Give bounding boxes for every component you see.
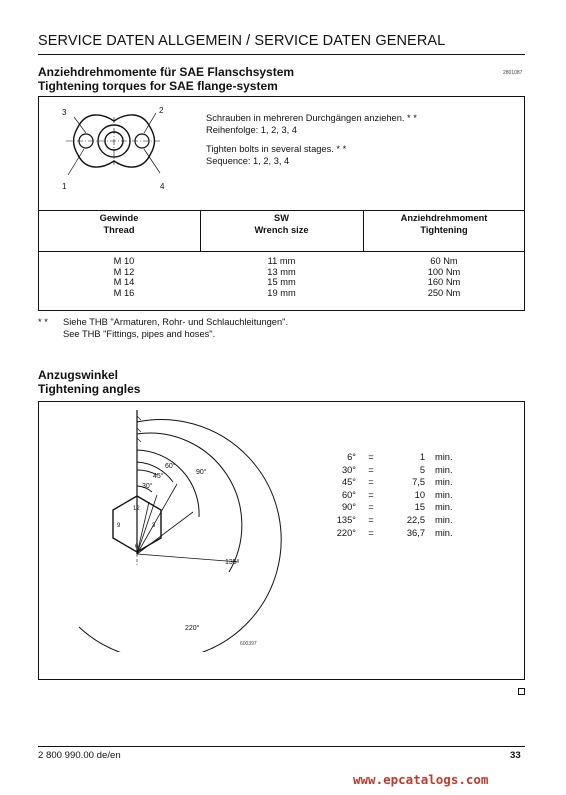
column-header-tightening bbox=[363, 213, 525, 236]
angle-row bbox=[330, 476, 453, 489]
angle-unit: min. bbox=[435, 514, 453, 525]
flange-label-4: 4 bbox=[160, 182, 165, 191]
angle-unit: min. bbox=[435, 464, 453, 475]
angle-label-135: 135° bbox=[225, 559, 240, 566]
table-header-top bbox=[38, 210, 525, 211]
angle-degrees: 220° bbox=[336, 527, 356, 538]
page-number: 33 bbox=[510, 750, 521, 761]
angle-degrees: 90° bbox=[341, 502, 356, 513]
angle-row bbox=[330, 527, 453, 540]
column-header-tightening-de: Anziehdrehmoment bbox=[400, 213, 488, 223]
column-header-wrench-de: SW bbox=[274, 213, 289, 223]
angle-minutes: 15 bbox=[414, 502, 425, 513]
table-cell: M 10 bbox=[113, 256, 135, 266]
header-divider bbox=[38, 54, 525, 55]
torque-title-de: Anziehdrehmomente für SAE Flanschsystem bbox=[38, 65, 295, 79]
angle-conversion-table bbox=[330, 451, 453, 539]
end-of-section-marker bbox=[518, 688, 525, 695]
footnote-en: See THB "Fittings, pipes and hoses". bbox=[63, 328, 216, 339]
column-wrench-values bbox=[200, 256, 363, 298]
angle-label-220: 220° bbox=[185, 625, 200, 632]
footnote-text bbox=[63, 317, 288, 340]
hex-label-3: 3 bbox=[152, 523, 156, 529]
table-cell: 11 mm bbox=[267, 256, 296, 266]
flange-label-3: 3 bbox=[62, 108, 67, 117]
angle-unit: min. bbox=[435, 502, 453, 513]
column-tightening-values bbox=[363, 256, 525, 298]
angle-label-60: 60° bbox=[165, 463, 176, 470]
page-header-title: SERVICE DATEN ALLGEMEIN / SERVICE DATEN GENERAL bbox=[38, 33, 446, 49]
angle-unit: min. bbox=[435, 527, 453, 538]
note-de-line1: Schrauben in mehreren Durchgängen anziehen. * * bbox=[206, 113, 417, 123]
angle-diagram-code: 600397 bbox=[240, 641, 257, 647]
angle-equals: = bbox=[368, 502, 374, 513]
angle-degrees: 6° bbox=[347, 452, 356, 462]
flange-label-2: 2 bbox=[159, 106, 164, 115]
angle-row bbox=[330, 514, 453, 527]
angles-title-de: Anzugswinkel bbox=[38, 368, 119, 382]
angle-row bbox=[330, 501, 453, 514]
table-cell: 100 Nm bbox=[427, 266, 461, 277]
torque-note-block bbox=[206, 113, 417, 167]
column-thread-values bbox=[38, 256, 210, 298]
angles-title-en: Tightening angles bbox=[38, 382, 141, 396]
angle-unit: min. bbox=[435, 489, 453, 500]
table-header-bottom bbox=[38, 251, 525, 252]
watermark: www.epcatalogs.com bbox=[353, 772, 489, 787]
angle-minutes: 5 bbox=[419, 464, 425, 475]
angle-equals: = bbox=[368, 452, 374, 462]
column-header-wrench-en: Wrench size bbox=[254, 224, 309, 235]
angle-row bbox=[330, 464, 453, 477]
angle-minutes: 7,5 bbox=[412, 477, 425, 488]
angle-equals: = bbox=[368, 489, 374, 500]
angle-unit: min. bbox=[435, 477, 453, 488]
angle-minutes: 1 bbox=[419, 452, 425, 462]
table-cell: 15 mm bbox=[267, 277, 296, 287]
table-cell: M 12 bbox=[113, 266, 135, 277]
angle-unit: min. bbox=[435, 452, 453, 462]
flange-label-1: 1 bbox=[62, 182, 67, 191]
torque-figure-code: 2801087 bbox=[503, 70, 523, 76]
column-header-tightening-en: Tightening bbox=[420, 224, 468, 235]
tightening-angle-diagram bbox=[39, 402, 289, 652]
angle-equals: = bbox=[368, 477, 374, 488]
column-header-thread-de: Gewinde bbox=[99, 213, 139, 223]
angle-row bbox=[330, 451, 453, 464]
table-cell: 160 Nm bbox=[427, 277, 461, 287]
table-cell: 13 mm bbox=[267, 266, 296, 277]
angle-degrees: 45° bbox=[341, 477, 356, 488]
note-de-line2: Reihenfolge: 1, 2, 3, 4 bbox=[206, 124, 297, 135]
flange-diagram bbox=[56, 103, 176, 193]
note-en-line1: Tighten bolts in several stages. * * bbox=[206, 144, 347, 154]
angle-degrees: 135° bbox=[336, 514, 356, 525]
table-cell: 19 mm bbox=[267, 287, 296, 298]
angle-minutes: 22,5 bbox=[406, 514, 425, 525]
table-cell: M 16 bbox=[113, 287, 135, 298]
footnote-de: Siehe THB "Armaturen, Rohr- und Schlauchleitungen". bbox=[63, 317, 289, 327]
footnote-mark: * * bbox=[38, 317, 48, 327]
note-en-line2: Sequence: 1, 2, 3, 4 bbox=[206, 155, 290, 166]
table-cell: 250 Nm bbox=[427, 287, 461, 298]
angle-equals: = bbox=[368, 527, 374, 538]
angle-minutes: 36,7 bbox=[406, 527, 425, 538]
column-header-thread-en: Thread bbox=[103, 224, 135, 235]
footer-divider bbox=[38, 746, 525, 747]
angle-minutes: 10 bbox=[414, 489, 425, 500]
angle-equals: = bbox=[368, 514, 374, 525]
hex-label-12: 12 bbox=[133, 506, 140, 512]
angle-label-90: 90° bbox=[196, 469, 207, 476]
angle-degrees: 60° bbox=[341, 489, 356, 500]
column-header-thread bbox=[38, 213, 200, 236]
torque-title-en: Tightening torques for SAE flange-system bbox=[38, 79, 278, 93]
angle-label-30: 30° bbox=[142, 483, 153, 490]
column-header-wrench bbox=[200, 213, 363, 236]
doc-number: 2 800 990.00 de/en bbox=[38, 750, 121, 761]
angle-degrees: 30° bbox=[341, 464, 356, 475]
hex-label-9: 9 bbox=[117, 523, 121, 529]
angle-row bbox=[330, 489, 453, 502]
angle-equals: = bbox=[368, 464, 374, 475]
table-cell: M 14 bbox=[113, 277, 135, 287]
hex-label-6: 6 bbox=[135, 544, 139, 550]
table-cell: 60 Nm bbox=[430, 256, 458, 266]
angle-label-45: 45° bbox=[153, 473, 164, 480]
